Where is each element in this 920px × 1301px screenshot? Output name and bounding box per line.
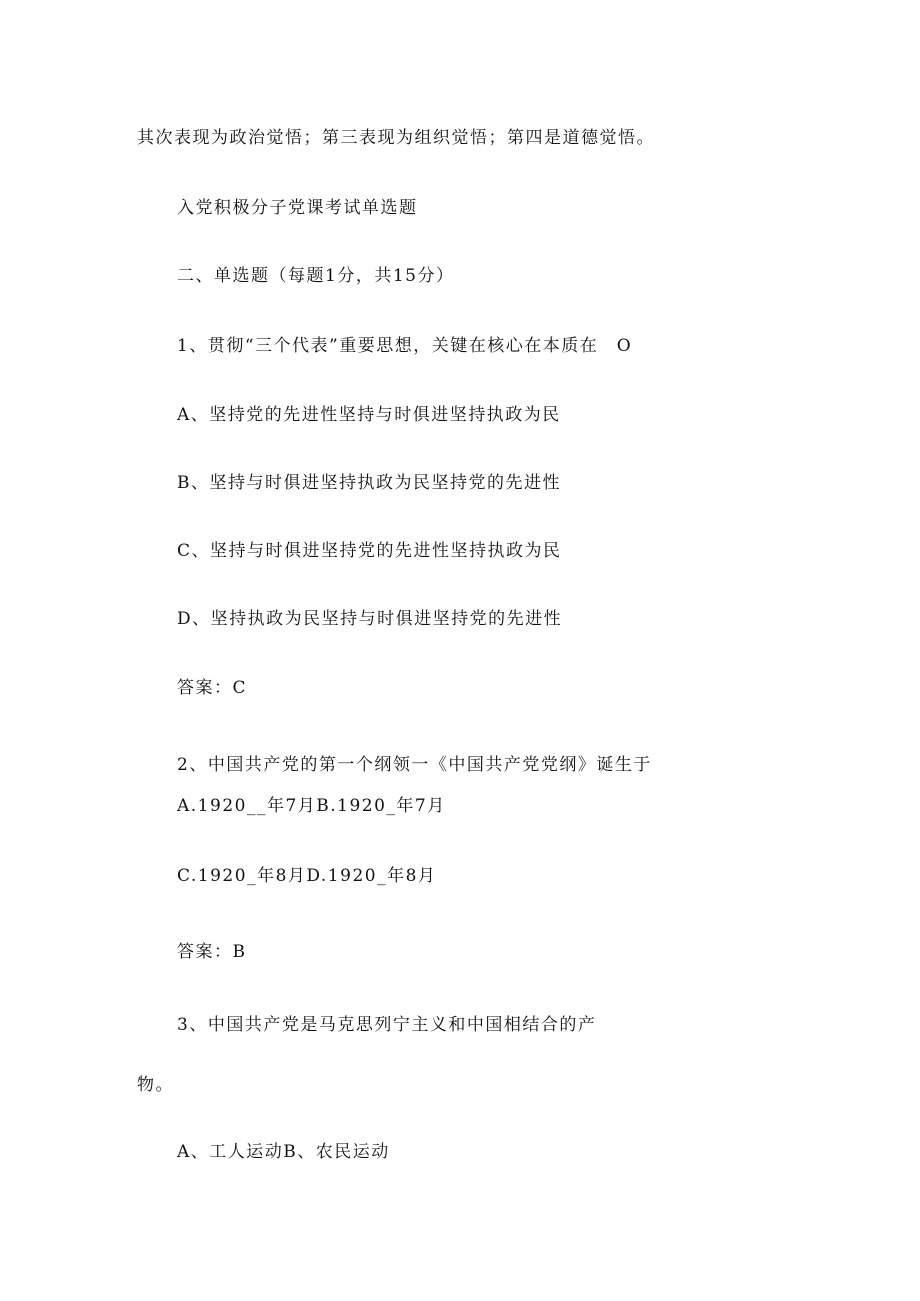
question-1-answer: 答案：C <box>177 678 248 698</box>
question-2-stem: 2、中国共产党的第一个纲领一《中国共产党党纲》诞生于 <box>177 755 652 775</box>
question-2-answer: 答案：B <box>177 942 247 962</box>
question-2-options-ab: A.1920__年7月B.1920_年7月 <box>177 796 446 816</box>
question-1-stem: 1、贯彻“三个代表”重要思想，关键在核心在本质在 O <box>177 336 633 356</box>
section-heading: 二、单选题（每题1分，共15分） <box>177 266 455 286</box>
question-1-option-d: D、坚持执政为民坚持与时俱进坚持党的先进性 <box>177 609 563 629</box>
section-title: 入党积极分子党课考试单选题 <box>177 198 418 218</box>
question-1-option-b: B、坚持与时俱进坚持执政为民坚持党的先进性 <box>177 473 561 493</box>
question-3-stem-continuation: 物。 <box>137 1075 174 1095</box>
question-3-stem: 3、中国共产党是马克思列宁主义和中国相结合的产 <box>177 1015 597 1035</box>
question-3-options-ab: A、工人运动B、农民运动 <box>177 1142 390 1162</box>
intro-line: 其次表现为政治觉悟；第三表现为组织觉悟；第四是道德觉悟。 <box>137 128 655 148</box>
question-2-options-cd: C.1920_年8月D.1920_年8月 <box>177 866 437 886</box>
question-1-option-c: C、坚持与时俱进坚持党的先进性坚持执政为民 <box>177 541 562 561</box>
question-1-option-a: A、坚持党的先进性坚持与时俱进坚持执政为民 <box>177 405 561 425</box>
